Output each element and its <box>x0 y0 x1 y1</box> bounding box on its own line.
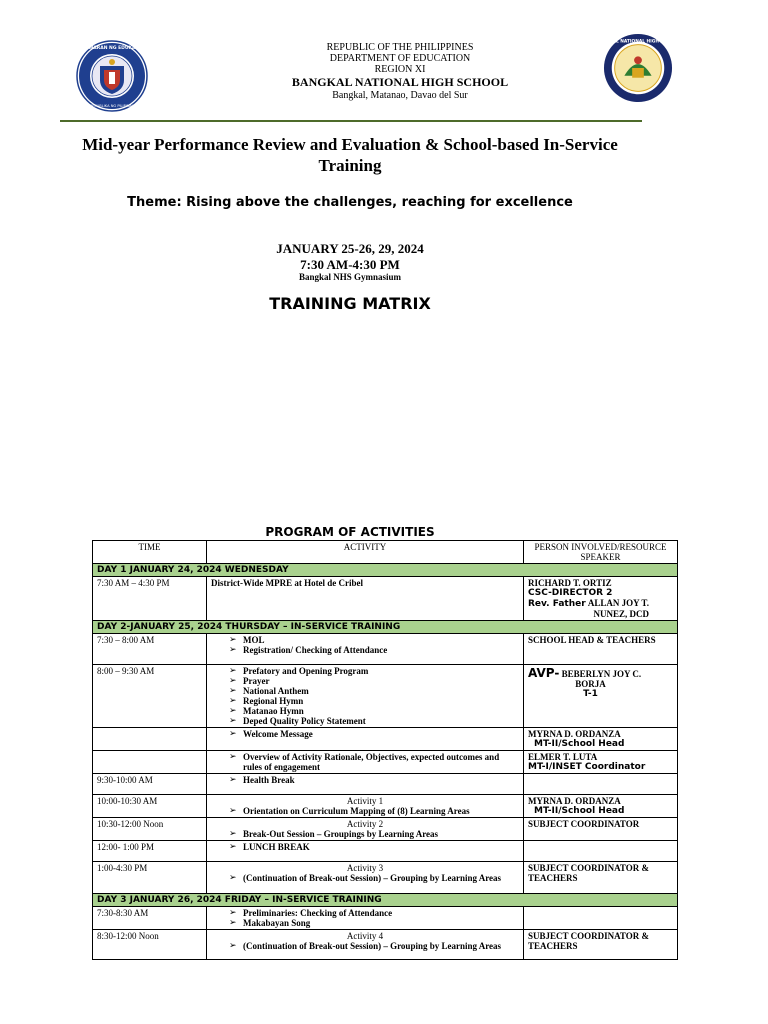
title-line-2: Training <box>318 156 382 175</box>
school-seal-logo <box>595 33 681 103</box>
activity-item: ➢ National Anthem <box>229 686 519 696</box>
column-header-person: PERSON INVOLVED/RESOURCE SPEAKER <box>524 541 678 564</box>
column-header-time: TIME <box>93 541 207 564</box>
department-line: DEPARTMENT OF EDUCATION <box>329 53 471 64</box>
svg-text:KAGAWARAN NG EDUKASYON: KAGAWARAN NG EDUKASYON <box>74 46 150 51</box>
table-row <box>93 818 678 841</box>
table-row <box>93 795 678 818</box>
activity-item: ➢ Deped Quality Policy Statement <box>229 716 519 726</box>
person-position: T-1 <box>583 689 598 699</box>
program-heading: PROGRAM OF ACTIVITIES <box>265 525 435 539</box>
person-name: ALLAN JOY T. <box>587 598 650 608</box>
activity-label: Activity 4 <box>346 931 384 941</box>
row-time: 7:30 AM – 4:30 PM <box>93 577 207 621</box>
title-line-1: Mid-year Performance Review and Evaluation & School-based In-Service <box>82 135 618 154</box>
table-row <box>93 665 678 728</box>
row-activity <box>207 728 524 751</box>
row-person: SUBJECT COORDINATOR <box>524 818 678 841</box>
day-3-label: DAY 3 JANUARY 26, 2024 FRIDAY – IN-SERVICE TRAINING <box>93 894 678 907</box>
activity-item: ➢ Registration/ Checking of Attendance <box>229 645 519 655</box>
row-time <box>93 751 207 774</box>
row-time: 7:30-8:30 AM <box>93 907 207 930</box>
republic-line: REPUBLIC OF THE PHILIPPINES <box>326 42 474 53</box>
school-name: BANGKAL NATIONAL HIGH SCHOOL <box>291 75 509 89</box>
event-dates: JANUARY 25-26, 29, 2024 <box>276 241 424 256</box>
table-row <box>93 930 678 960</box>
row-activity <box>207 841 524 862</box>
person-name: RICHARD T. ORTIZ <box>528 578 612 588</box>
row-time: 10:00-10:30 AM <box>93 795 207 818</box>
person-position: MT-I/INSET Coordinator <box>528 762 646 772</box>
activity-item: ➢ Prefatory and Opening Program <box>229 666 519 676</box>
letterhead <box>230 42 570 101</box>
day-1-row <box>93 564 678 577</box>
row-activity <box>207 795 524 818</box>
activity-item: ➢ (Continuation of Break-out Session) – Grouping by Learning Areas <box>229 873 519 883</box>
activity-item: ➢ Matanao Hymn <box>229 706 519 716</box>
day-1-label: DAY 1 JANUARY 24, 2024 WEDNESDAY <box>93 564 678 577</box>
row-activity <box>207 774 524 795</box>
person-name: MYRNA D. ORDANZA <box>528 796 621 806</box>
row-activity <box>207 907 524 930</box>
table-row <box>93 577 678 621</box>
row-person <box>524 665 678 728</box>
column-header-activity: ACTIVITY <box>207 541 524 564</box>
row-time <box>93 728 207 751</box>
activity-label: Activity 3 <box>346 863 384 873</box>
day-3-row <box>93 894 678 907</box>
day-2-label: DAY 2-JANUARY 25, 2024 THURSDAY – IN-SERVICE TRAINING <box>93 621 678 634</box>
row-activity <box>207 930 524 960</box>
row-time: 10:30-12:00 Noon <box>93 818 207 841</box>
row-time: 8:30-12:00 Noon <box>93 930 207 960</box>
event-venue: Bangkal NHS Gymnasium <box>298 272 402 282</box>
activity-item: ➢ Orientation on Curriculum Mapping of (8) Learning Areas <box>229 806 519 816</box>
header-divider <box>60 120 642 122</box>
row-person <box>524 774 678 795</box>
event-time: 7:30 AM-4:30 PM <box>300 257 400 272</box>
row-time: 1:00-4:30 PM <box>93 862 207 894</box>
person-name: MYRNA D. ORDANZA <box>528 729 621 739</box>
activity-item: ➢ Health Break <box>229 775 519 785</box>
row-time: 12:00- 1:00 PM <box>93 841 207 862</box>
activity-item: ➢ Overview of Activity Rationale, Objectives, expected outcomes and rules of engagement <box>229 752 519 772</box>
row-activity <box>207 818 524 841</box>
activity-item: ➢ Prayer <box>229 676 519 686</box>
row-activity: District-Wide MPRE at Hotel de Cribel <box>207 577 524 621</box>
table-row <box>93 841 678 862</box>
table-row <box>93 862 678 894</box>
table-header-row <box>93 541 678 564</box>
row-activity <box>207 665 524 728</box>
row-time: 8:00 – 9:30 AM <box>93 665 207 728</box>
activity-item: ➢ LUNCH BREAK <box>229 842 519 852</box>
activity-item: ➢ (Continuation of Break-out Session) – Grouping by Learning Areas <box>229 941 519 951</box>
activity-item: ➢ Makabayan Song <box>229 918 519 928</box>
document-title <box>50 134 650 176</box>
day-2-row <box>93 621 678 634</box>
row-time: 7:30 – 8:00 AM <box>93 634 207 665</box>
training-matrix-heading: TRAINING MATRIX <box>269 294 431 313</box>
activity-item: ➢ Welcome Message <box>229 729 519 739</box>
row-person <box>524 751 678 774</box>
theme-line: Theme: Rising above the challenges, reaching for excellence <box>127 195 573 210</box>
activity-label: Activity 1 <box>346 796 384 806</box>
school-address: Bangkal, Matanao, Davao del Sur <box>332 90 468 101</box>
region-line: REGION XI <box>374 64 426 75</box>
row-time: 9:30-10:00 AM <box>93 774 207 795</box>
deped-seal-logo <box>76 40 148 112</box>
activity-item: ➢ MOL <box>229 635 519 645</box>
row-activity <box>207 751 524 774</box>
person-position: MT-II/School Head <box>534 739 625 749</box>
row-person: SUBJECT COORDINATOR & TEACHERS <box>524 862 678 894</box>
program-table <box>92 540 678 960</box>
table-row <box>93 751 678 774</box>
activity-item: ➢ Regional Hymn <box>229 696 519 706</box>
svg-text:REPUBLIKA NG PILIPINAS: REPUBLIKA NG PILIPINAS <box>89 104 135 108</box>
row-person <box>524 795 678 818</box>
row-person <box>524 728 678 751</box>
person-name: BORJA <box>575 679 606 689</box>
row-person: SCHOOL HEAD & TEACHERS <box>524 634 678 665</box>
row-person <box>524 577 678 621</box>
person-position: MT-II/School Head <box>534 806 625 816</box>
table-row <box>93 907 678 930</box>
person-name: ELMER T. LUTA <box>528 752 598 762</box>
row-person: SUBJECT COORDINATOR & TEACHERS <box>524 930 678 960</box>
row-activity <box>207 862 524 894</box>
person-name: BEBERLYN JOY C. <box>561 669 642 679</box>
row-person <box>524 841 678 862</box>
row-person <box>524 907 678 930</box>
person-position: CSC-DIRECTOR 2 <box>528 588 613 598</box>
table-row <box>93 634 678 665</box>
activity-item: ➢ Break-Out Session – Groupings by Learning Areas <box>229 829 519 839</box>
svg-text:BANGKAL NATIONAL HIGH SCHOOL: BANGKAL NATIONAL HIGH SCHOOL <box>595 39 681 45</box>
row-activity <box>207 634 524 665</box>
table-row <box>93 774 678 795</box>
avp-label: AVP- <box>528 666 560 680</box>
activity-item: ➢ Preliminaries: Checking of Attendance <box>229 908 519 918</box>
person-title: Rev. Father <box>528 599 586 609</box>
table-row <box>93 728 678 751</box>
activity-label: Activity 2 <box>346 819 384 829</box>
person-name: NUNEZ, DCD <box>593 609 649 619</box>
